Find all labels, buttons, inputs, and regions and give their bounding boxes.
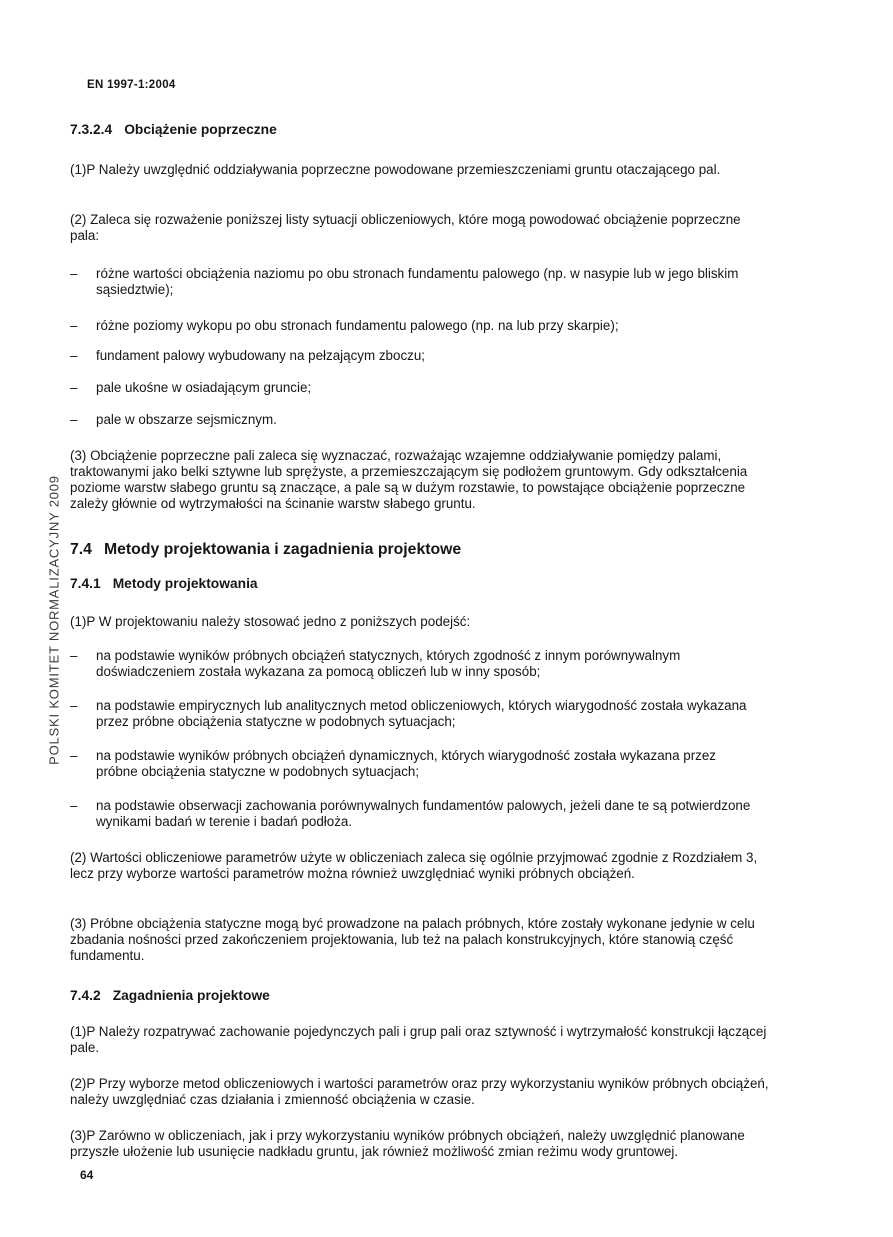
section-heading-74: 7.4 Metody projektowania i zagadnienia projektowe <box>70 541 462 558</box>
document-code: EN 1997-1:2004 <box>87 79 176 91</box>
list-item: – na podstawie obserwacji zachowania porównywalnych fundamentów palowych, jeżeli dane te są potwierdzone wynikami badań w terenie i badań podłoża. <box>70 798 751 829</box>
list-item: – różne wartości obciążenia naziomu po obu stronach fundamentu palowego (np. w nasypie lub w jego bliskim sąsiedztwie); <box>70 266 739 297</box>
paragraph-7324-2: (2) Zaleca się rozważenie poniższej listy sytuacji obliczeniowych, które mogą powodować obciążenie poprzeczne pala: <box>70 212 741 243</box>
paragraph-7324-1: (1)P Należy uwzględnić oddziaływania poprzeczne powodowane przemieszczeniami gruntu otaczającego pal. <box>70 162 721 177</box>
list-item: – na podstawie wyników próbnych obciążeń statycznych, których zgodność z innym porównywalnym doświadczeniem została wykazana za pomocą obliczeń lub w inny sposób; <box>70 648 681 679</box>
section-heading-741: 7.4.1 Metody projektowania <box>70 576 258 591</box>
watermark-text: POLSKI KOMITET NORMALIZACYJNY 2009 <box>46 475 62 765</box>
paragraph-742-1: (1)P Należy rozpatrywać zachowanie pojedynczych pali i grup pali oraz sztywność i wytrzymałość konstrukcji łączącej pale. <box>70 1024 767 1055</box>
paragraph-741-3: (3) Próbne obciążenia statyczne mogą być prowadzone na palach próbnych, które zostały wykonane jedynie w celu zbadania nośności przed zakończeniem projektowania, lub też na palach konstrukcyjnych, które stanowią część fundamentu. <box>70 916 755 963</box>
paragraph-7324-3: (3) Obciążenie poprzeczne pali zaleca się wyznaczać, rozważając wzajemne oddziaływanie pomiędzy palami, traktowanymi jako belki sztywne lub sprężyste, a przemieszczającym się podłożem gruntowym. Gdy odkształcenia poziome warstw słabego gruntu są znaczące, a pale są w dużym rozstawie, to powstające obciążenie poprzeczne zależy głównie od wytrzymałości na ścinanie warstw słabego gruntu. <box>70 448 748 511</box>
list-item: – fundament palowy wybudowany na pełzającym zboczu; <box>70 348 425 363</box>
paragraph-741-2: (2) Wartości obliczeniowe parametrów użyte w obliczeniach zaleca się ogólnie przyjmować zgodnie z Rozdziałem 3, lecz przy wyborze wartości parametrów można również uwzględniać wyniki próbnych obciążeń. <box>70 850 758 881</box>
page-number: 64 <box>80 1168 94 1182</box>
paragraph-742-2: (2)P Przy wyborze metod obliczeniowych i wartości parametrów oraz przy wykorzystaniu wyników próbnych obciążeń, należy uwzględniać czas działania i zmienność obciążenia w czasie. <box>70 1076 769 1107</box>
list-item: – pale w obszarze sejsmicznym. <box>70 412 277 427</box>
paragraph-741-1: (1)P W projektowaniu należy stosować jedno z poniższych podejść: <box>70 614 471 629</box>
list-item: – różne poziomy wykopu po obu stronach fundamentu palowego (np. na lub przy skarpie); <box>70 318 619 333</box>
list-item: – na podstawie empirycznych lub analitycznych metod obliczeniowych, których wiarygodność została wykazana przez próbne obciążenia statyczne w podobnych sytuacjach; <box>70 698 747 729</box>
list-item: – pale ukośne w osiadającym gruncie; <box>70 380 312 395</box>
paragraph-742-3: (3)P Zarówno w obliczeniach, jak i przy wykorzystaniu wyników próbnych obciążeń, należy uwzględnić planowane przyszłe ułożenie lub usunięcie nadkładu gruntu, jak również możliwość zmian reżimu wody gruntowej. <box>70 1128 745 1159</box>
section-heading-742: 7.4.2 Zagadnienia projektowe <box>70 988 270 1003</box>
list-item: – na podstawie wyników próbnych obciążeń dynamicznych, których wiarygodność została wykazana przez próbne obciążenia statyczne w podobnych sytuacjach; <box>70 748 716 779</box>
section-heading-7324: 7.3.2.4 Obciążenie poprzeczne <box>70 122 277 137</box>
